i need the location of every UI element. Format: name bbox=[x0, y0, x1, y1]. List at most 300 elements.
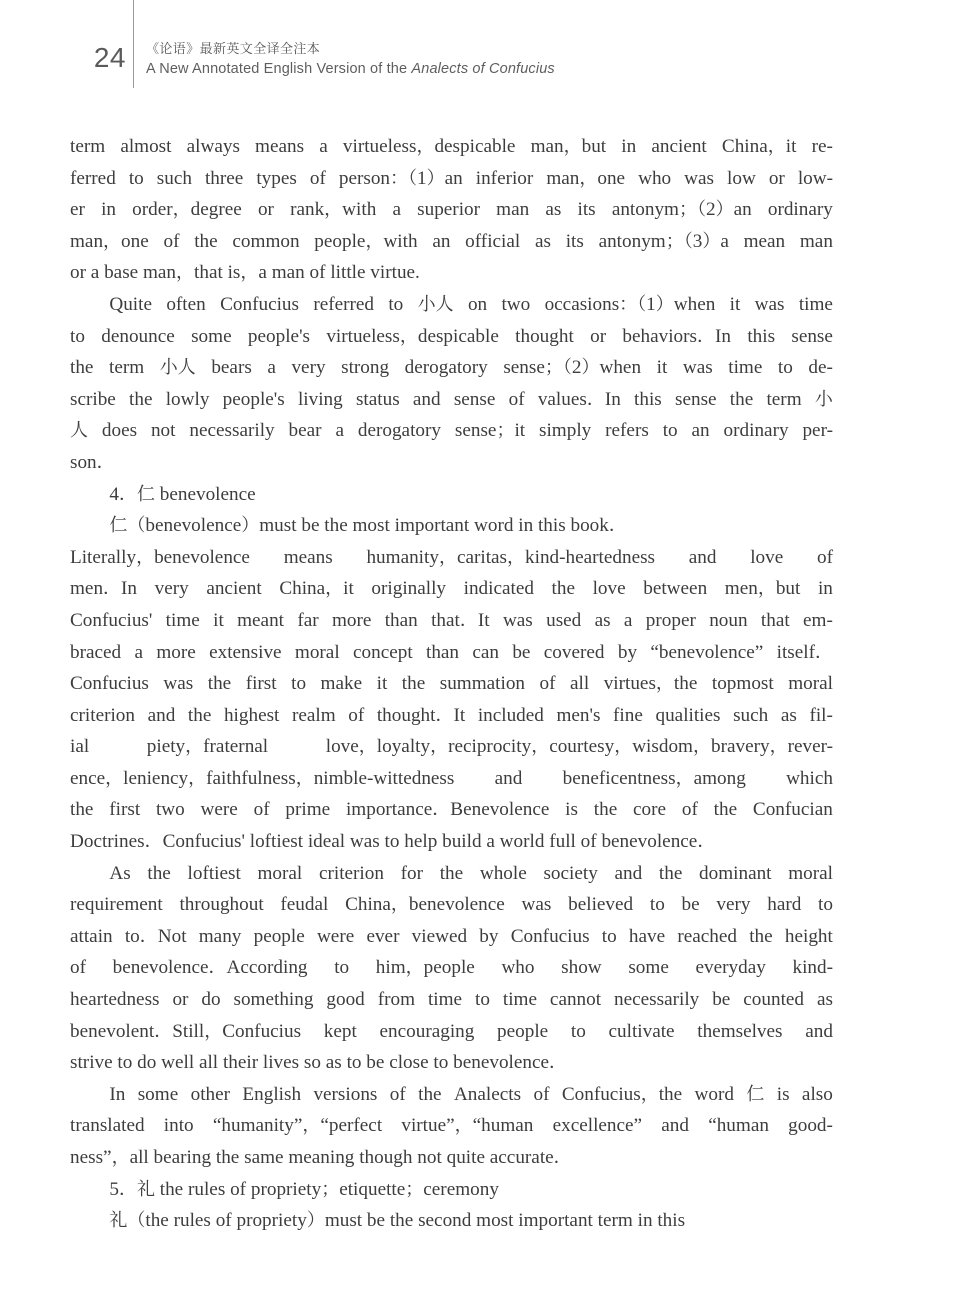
text-run: prime bbox=[285, 799, 331, 821]
paragraph bbox=[70, 1205, 833, 1237]
text-run: be bbox=[512, 641, 531, 663]
text-run: bears bbox=[211, 357, 252, 379]
text-run: and bbox=[805, 1020, 833, 1042]
header-title-block bbox=[146, 42, 555, 78]
text-run: rank，with bbox=[290, 199, 377, 221]
chinese-term: ． bbox=[139, 925, 158, 947]
text-run: the bbox=[207, 673, 232, 695]
text-run: a bbox=[134, 641, 143, 663]
chinese-term: 仁 bbox=[746, 1083, 765, 1105]
text-run: into bbox=[163, 1115, 194, 1137]
text-run: originally bbox=[371, 578, 447, 600]
text-run: was bbox=[502, 609, 533, 631]
text-run: humanity，caritas，kind-heartedness bbox=[366, 546, 656, 568]
text-run: itself． bbox=[776, 641, 833, 663]
text-run: of bbox=[533, 1083, 550, 1105]
text-line bbox=[70, 921, 833, 953]
text-run: mean bbox=[743, 230, 786, 252]
text-line: son． bbox=[70, 451, 115, 473]
text-run: to bbox=[570, 1020, 586, 1042]
text-run: values．In bbox=[537, 388, 621, 410]
chinese-term: ， bbox=[176, 262, 195, 284]
text-run bbox=[70, 415, 88, 447]
text-run: as bbox=[545, 199, 562, 221]
text-run: some bbox=[191, 325, 232, 347]
text-line bbox=[70, 226, 833, 258]
chinese-term: 小 bbox=[814, 388, 833, 410]
chinese-term: ；（ bbox=[665, 230, 693, 252]
text-run: qualities bbox=[655, 704, 721, 726]
text-run: occasions：（1）when bbox=[544, 293, 716, 315]
text-run: its bbox=[577, 199, 596, 221]
text-run: living bbox=[297, 388, 343, 410]
text-run: indicated bbox=[463, 578, 534, 600]
chinese-term: ：（ bbox=[619, 293, 647, 315]
text-line bbox=[70, 1016, 833, 1048]
text-run: it bbox=[729, 293, 741, 315]
text-run: be bbox=[712, 989, 731, 1011]
text-run: the bbox=[439, 862, 464, 884]
header-title-chinese: 《论语》最新英文全译全注本 bbox=[146, 42, 321, 57]
text-run: or bbox=[172, 989, 189, 1011]
chinese-term: ） bbox=[655, 293, 674, 315]
text-run: sense bbox=[453, 388, 496, 410]
text-run: to bbox=[777, 357, 793, 379]
text-run: from bbox=[377, 989, 416, 1011]
text-run: as bbox=[780, 704, 797, 726]
text-run: virtueless，despicable bbox=[326, 325, 499, 347]
text-run: a bbox=[319, 136, 328, 157]
text-run: everyday bbox=[695, 957, 766, 979]
text-run: was bbox=[521, 894, 552, 916]
chinese-term: ， bbox=[295, 767, 314, 789]
chinese-term: ：（ bbox=[390, 167, 418, 189]
text-run: and bbox=[494, 767, 523, 789]
text-run: as bbox=[594, 609, 611, 631]
text-run: people bbox=[253, 925, 305, 947]
chinese-term: ． bbox=[586, 388, 605, 410]
chinese-term: ， bbox=[640, 1083, 659, 1105]
text-run: in bbox=[101, 199, 116, 221]
chinese-term: ， bbox=[365, 230, 384, 252]
text-run: moral bbox=[294, 641, 340, 663]
text-run: meant bbox=[237, 609, 284, 631]
text-run: and bbox=[661, 1115, 689, 1137]
text-run: to．Not bbox=[124, 925, 187, 947]
text-run: Confucius' bbox=[70, 609, 153, 631]
text-run: to bbox=[291, 673, 307, 695]
chinese-term: ， bbox=[172, 199, 191, 221]
text-run: some bbox=[137, 1083, 179, 1105]
text-run: or bbox=[590, 325, 607, 347]
text-run: used bbox=[546, 609, 582, 631]
chinese-term: ， bbox=[757, 578, 776, 600]
chinese-term: ， bbox=[405, 957, 424, 979]
paragraph bbox=[70, 131, 833, 289]
chinese-term: ． bbox=[608, 515, 627, 537]
text-run: who bbox=[501, 957, 535, 979]
text-run: er bbox=[70, 199, 85, 221]
text-run: heartedness bbox=[70, 989, 160, 1011]
text-run: by bbox=[479, 925, 499, 947]
text-run: summation bbox=[439, 673, 526, 695]
text-run: low- bbox=[797, 167, 833, 189]
text-run: moral bbox=[788, 862, 833, 884]
chinese-term: ． bbox=[96, 451, 115, 473]
text-run: realm bbox=[291, 704, 336, 726]
chinese-term: ． bbox=[103, 578, 122, 600]
text-run: of bbox=[253, 799, 270, 821]
text-run: ferred bbox=[70, 167, 116, 189]
text-run: the bbox=[147, 862, 171, 884]
text-run: often bbox=[166, 293, 206, 315]
text-run: virtue”，“human bbox=[401, 1115, 534, 1137]
text-run: ancient bbox=[651, 136, 707, 157]
text-run: for bbox=[400, 862, 424, 884]
text-line bbox=[70, 952, 833, 984]
chinese-term: ） bbox=[715, 199, 734, 221]
text-run: man，one bbox=[70, 230, 149, 252]
text-line bbox=[70, 984, 833, 1016]
text-run: strong bbox=[341, 357, 390, 379]
text-run: moral bbox=[788, 673, 833, 695]
text-line: ness”，all bearing the same meaning though not quite accurate． bbox=[70, 1147, 572, 1168]
text-run: noun bbox=[709, 609, 748, 631]
text-run: other bbox=[190, 1083, 231, 1105]
text-run: was bbox=[684, 167, 714, 189]
text-line: strive to do well all their lives so as to be close to benevolence． bbox=[70, 1052, 568, 1074]
text-run: behaviors．In bbox=[622, 325, 731, 347]
text-run: be bbox=[681, 894, 700, 916]
chinese-term: ， bbox=[563, 136, 582, 157]
text-run: term bbox=[70, 136, 106, 157]
text-run: means bbox=[255, 136, 305, 157]
chinese-term: ， bbox=[430, 736, 449, 758]
text-run: core bbox=[633, 799, 667, 821]
text-run: the bbox=[70, 799, 94, 821]
text-line bbox=[70, 163, 833, 195]
text-run: scribe bbox=[70, 388, 116, 410]
text-run: believed bbox=[568, 894, 634, 916]
text-run: as bbox=[816, 989, 833, 1011]
text-run: piety，fraternal bbox=[146, 736, 269, 758]
header-title-english-work: Analects of Confucius bbox=[411, 60, 555, 77]
text-run: kept bbox=[323, 1020, 357, 1042]
text-line: or a base man，that is，a man of little virtue. bbox=[70, 262, 420, 284]
text-run: Confucius bbox=[510, 925, 590, 947]
text-run: excellence” bbox=[552, 1115, 643, 1137]
text-run: to bbox=[662, 420, 678, 442]
chinese-term: ， bbox=[188, 767, 207, 789]
text-run: included bbox=[477, 704, 544, 726]
chinese-term: ． bbox=[814, 641, 833, 663]
chinese-term: ， bbox=[692, 736, 711, 758]
text-run: this bbox=[634, 388, 662, 410]
text-run: bear bbox=[288, 420, 322, 442]
text-line bbox=[70, 384, 833, 416]
text-run: that．It bbox=[431, 609, 490, 631]
text-run: and bbox=[147, 704, 176, 726]
text-run: love bbox=[592, 578, 626, 600]
text-run: importance．Benevolence bbox=[345, 799, 550, 821]
text-run: viewed bbox=[411, 925, 468, 947]
page-header bbox=[0, 0, 960, 100]
chinese-term: ， bbox=[438, 546, 457, 568]
chinese-term: 小人 bbox=[159, 357, 196, 379]
page-body-text bbox=[70, 131, 833, 1237]
text-run: beneficentness，among bbox=[562, 767, 746, 789]
text-run: and bbox=[614, 862, 643, 884]
text-run: always bbox=[186, 136, 240, 157]
text-run: virtueless，despicable bbox=[342, 136, 516, 157]
text-run: “human bbox=[708, 1115, 769, 1137]
text-run: term bbox=[109, 357, 145, 379]
text-run: in bbox=[621, 136, 637, 157]
text-run: ence，leniency，faithfulness，nimble-wittedness bbox=[70, 767, 455, 789]
text-run: sense bbox=[675, 388, 717, 410]
text-run: by bbox=[617, 641, 638, 663]
chinese-term: ， bbox=[185, 736, 204, 758]
text-line: Doctrines．Confucius' loftiest ideal was to help build a world full of benevolence． bbox=[70, 831, 716, 853]
text-run: ordinary bbox=[723, 420, 789, 442]
text-run: an bbox=[432, 230, 451, 252]
text-run: to bbox=[388, 293, 404, 315]
text-run: it bbox=[376, 673, 388, 695]
text-run: sense bbox=[791, 325, 833, 347]
text-run: derogatory bbox=[357, 420, 441, 442]
chinese-term: ， bbox=[136, 546, 155, 568]
text-run: its bbox=[565, 230, 584, 252]
text-run: as bbox=[534, 230, 551, 252]
text-run: first bbox=[245, 673, 277, 695]
text-run: requirement bbox=[70, 894, 163, 916]
text-run: the bbox=[658, 862, 683, 884]
text-run: topmost bbox=[711, 673, 774, 695]
text-run: sense；（2）when bbox=[503, 357, 642, 379]
text-run: men．In bbox=[70, 578, 138, 600]
chinese-term: ， bbox=[302, 1115, 321, 1137]
chinese-term: ， bbox=[105, 767, 124, 789]
text-run: kind- bbox=[792, 957, 833, 979]
text-line bbox=[70, 1079, 833, 1111]
text-run: a bbox=[623, 609, 633, 631]
text-run: Analects bbox=[453, 1083, 522, 1105]
text-line: 5．礼 the rules of propriety；etiquette；ceremony bbox=[109, 1178, 499, 1200]
text-run: feudal bbox=[280, 894, 329, 916]
text-run: men's bbox=[556, 704, 601, 726]
text-run: official bbox=[465, 230, 521, 252]
text-line bbox=[70, 352, 833, 384]
text-line bbox=[70, 731, 833, 763]
text-run: was bbox=[163, 673, 194, 695]
text-run: to bbox=[70, 325, 85, 347]
text-run: ancient bbox=[206, 578, 262, 600]
text-run: time bbox=[165, 609, 200, 631]
text-run: time bbox=[798, 293, 833, 315]
text-run: lowly bbox=[165, 388, 210, 410]
text-run: very bbox=[716, 894, 751, 916]
text-run: translated bbox=[70, 1115, 145, 1137]
text-run: cultivate bbox=[608, 1020, 675, 1042]
text-line bbox=[70, 700, 833, 732]
paragraph bbox=[70, 858, 833, 1079]
text-run: necessarily bbox=[614, 989, 700, 1011]
text-run: between bbox=[643, 578, 708, 600]
text-run: the bbox=[187, 704, 212, 726]
chinese-term: ， bbox=[769, 736, 788, 758]
text-run: encouraging bbox=[379, 1020, 475, 1042]
text-line: 礼（the rules of propriety）must be the second most important term in this bbox=[109, 1210, 686, 1232]
text-run: three bbox=[204, 167, 244, 189]
text-line bbox=[70, 889, 833, 921]
text-run: more bbox=[156, 641, 196, 663]
text-run: means bbox=[283, 546, 333, 568]
chinese-term: ） bbox=[241, 515, 260, 537]
chinese-term: ． bbox=[208, 957, 227, 979]
text-run bbox=[746, 1079, 764, 1111]
text-run: was bbox=[754, 293, 785, 315]
text-run: China，it bbox=[721, 136, 797, 157]
text-run: extensive bbox=[209, 641, 282, 663]
text-run: some bbox=[628, 957, 669, 979]
text-run: the bbox=[593, 799, 618, 821]
chinese-term: ． bbox=[435, 704, 454, 726]
chinese-term: ． bbox=[697, 831, 716, 853]
header-title-english bbox=[146, 60, 555, 79]
chinese-term: ． bbox=[549, 1052, 568, 1074]
text-run: of bbox=[817, 546, 833, 568]
paragraph bbox=[70, 1079, 833, 1174]
text-run: benevolent．Still，Confucius bbox=[70, 1020, 302, 1042]
chinese-term: ， bbox=[324, 199, 343, 221]
text-line: 4．仁 benevolence bbox=[109, 483, 256, 505]
chinese-term: ， bbox=[358, 736, 377, 758]
text-run: far bbox=[297, 609, 319, 631]
text-run: good bbox=[326, 989, 365, 1011]
chinese-term: ， bbox=[399, 325, 418, 347]
chinese-term: ， bbox=[416, 136, 435, 157]
chinese-term: ， bbox=[675, 767, 694, 789]
text-run: superior bbox=[417, 199, 481, 221]
text-run: than bbox=[425, 641, 460, 663]
header-title-english-prefix: A New Annotated English Version of the bbox=[146, 60, 412, 77]
text-run: this bbox=[747, 325, 776, 347]
text-run: a bbox=[335, 420, 344, 442]
text-run: which bbox=[786, 767, 833, 789]
text-run: refers bbox=[605, 420, 649, 442]
text-run: it bbox=[213, 609, 224, 631]
text-run: ever bbox=[366, 925, 400, 947]
text-run: “benevolence” bbox=[650, 641, 764, 663]
chinese-term: ， bbox=[204, 1020, 223, 1042]
text-run: or bbox=[257, 199, 274, 221]
text-run bbox=[815, 384, 833, 416]
chinese-term: ；（ bbox=[678, 199, 706, 221]
text-run: In bbox=[109, 1083, 126, 1105]
text-run: covered bbox=[543, 641, 605, 663]
text-run: people，with bbox=[314, 230, 418, 252]
text-run: men，but bbox=[724, 578, 801, 600]
text-run: antonym；（2）an bbox=[611, 199, 752, 221]
text-run: criterion bbox=[318, 862, 384, 884]
text-line bbox=[70, 763, 833, 795]
text-run: types bbox=[256, 167, 297, 189]
text-run: per- bbox=[802, 420, 833, 442]
text-run: time bbox=[728, 357, 763, 379]
text-run: man bbox=[496, 199, 530, 221]
text-run: to bbox=[128, 167, 144, 189]
chinese-term: ． bbox=[154, 1020, 173, 1042]
text-line bbox=[70, 794, 833, 826]
text-run: people's bbox=[222, 388, 285, 410]
text-run: the bbox=[70, 357, 94, 379]
text-line bbox=[70, 542, 833, 574]
text-run: man，one bbox=[546, 167, 626, 189]
text-run: the bbox=[729, 388, 754, 410]
chinese-term: ） bbox=[702, 230, 721, 252]
text-run: China，it bbox=[279, 578, 354, 600]
text-run: a bbox=[267, 357, 276, 379]
text-line: 仁（benevolence）must be the most important word in this book． bbox=[109, 515, 627, 537]
text-run: low bbox=[727, 167, 756, 189]
text-run: of bbox=[508, 388, 525, 410]
text-run: man，but bbox=[530, 136, 607, 157]
text-line bbox=[70, 1110, 833, 1142]
text-run: almost bbox=[120, 136, 172, 157]
text-run: simply bbox=[539, 420, 592, 442]
text-run: China，benevolence bbox=[345, 894, 505, 916]
text-run: first bbox=[109, 799, 141, 821]
chinese-term: ；（ bbox=[544, 357, 572, 379]
text-run: make bbox=[320, 673, 363, 695]
text-run: highest bbox=[223, 704, 280, 726]
text-run: themselves bbox=[697, 1020, 783, 1042]
text-run: derogatory bbox=[404, 357, 488, 379]
text-run: hard bbox=[767, 894, 802, 916]
text-run: throughout bbox=[179, 894, 264, 916]
text-run: loftiest bbox=[187, 862, 241, 884]
text-run: reached bbox=[677, 925, 738, 947]
text-run: was bbox=[682, 357, 713, 379]
text-run: the bbox=[194, 230, 218, 252]
text-run bbox=[160, 352, 196, 384]
text-run: the bbox=[713, 799, 738, 821]
text-line bbox=[70, 858, 833, 890]
text-run: to bbox=[818, 894, 833, 916]
text-run: it bbox=[656, 357, 668, 379]
text-run: the bbox=[401, 673, 426, 695]
chinese-term: 礼（ bbox=[109, 1210, 146, 1232]
chinese-term: ， bbox=[454, 1115, 473, 1137]
text-run: virtues，the bbox=[603, 673, 698, 695]
text-run: dominant bbox=[699, 862, 772, 884]
text-run: people bbox=[497, 1020, 549, 1042]
text-run: show bbox=[561, 957, 602, 979]
text-run: versions bbox=[313, 1083, 378, 1105]
chinese-term: ． bbox=[553, 1147, 572, 1168]
chinese-term: ． bbox=[432, 799, 451, 821]
text-run: is bbox=[776, 1083, 790, 1105]
text-run: of bbox=[389, 1083, 406, 1105]
chinese-term: ， bbox=[240, 262, 259, 284]
text-run: love，loyalty，reciprocity，courtesy，wisdom，bravery，rever- bbox=[325, 736, 833, 758]
paragraph bbox=[70, 542, 833, 858]
paragraph bbox=[70, 289, 833, 479]
text-run: status bbox=[355, 388, 400, 410]
text-run: word bbox=[694, 1083, 734, 1105]
text-run: concept bbox=[352, 641, 413, 663]
text-run: does bbox=[101, 420, 138, 442]
